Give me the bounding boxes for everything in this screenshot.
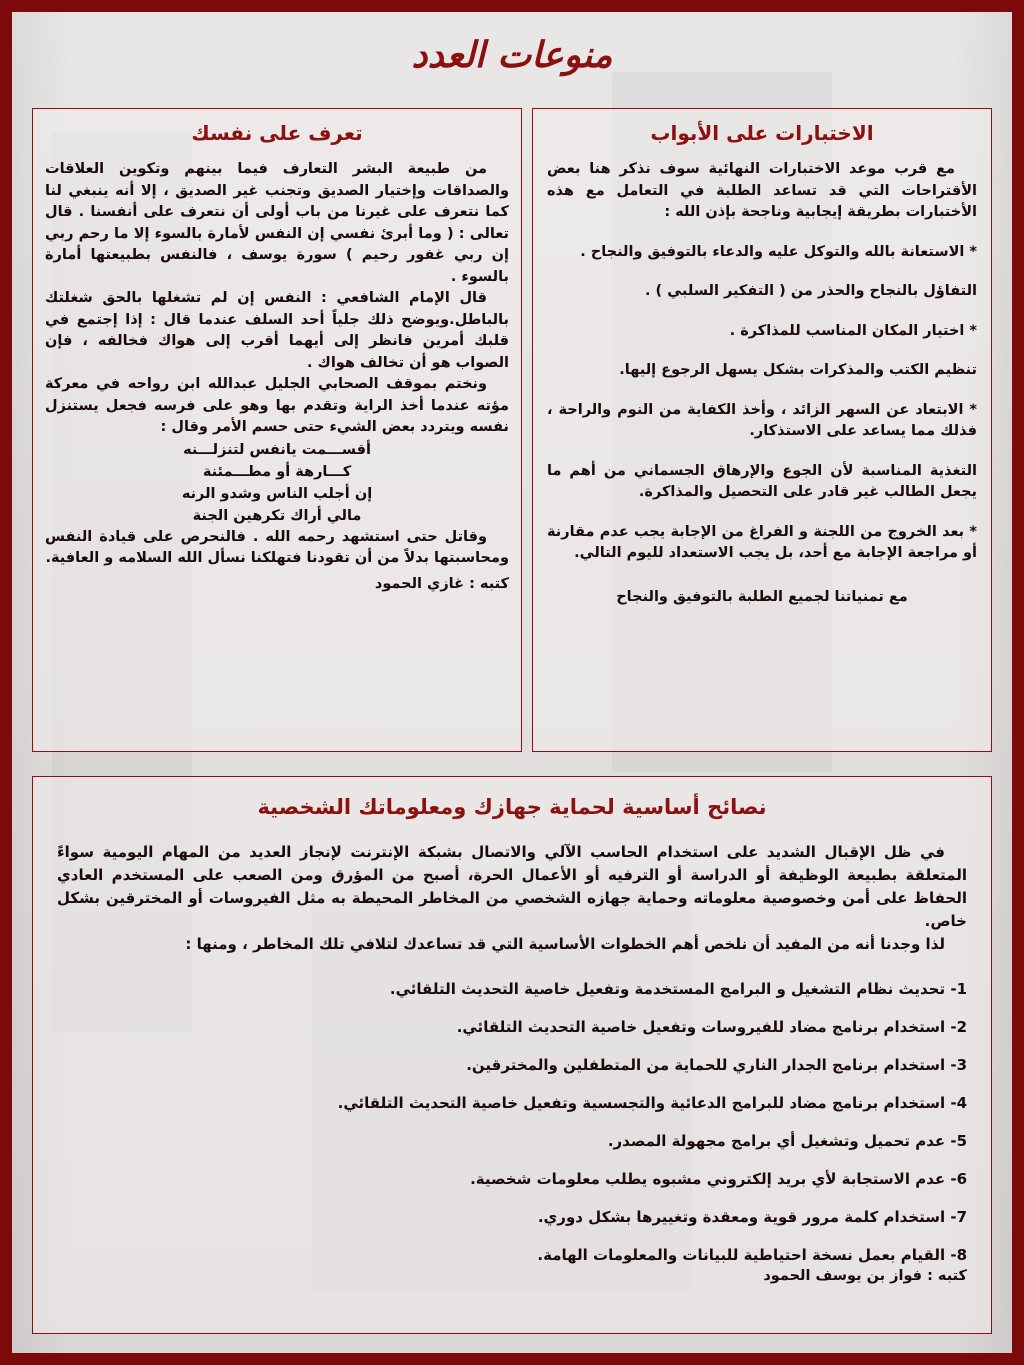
security-intro: في ظل الإقبال الشديد على استخدام الحاسب الآلي والاتصال بشبكة الإنترنت لإنجاز العديد من المهام اليومية سواءً المتعلقة بطبيعة الوظيفة أو الدراسة أو الترفيه أو الأعمال الحرة، أصبح من المؤرق ومن الصعب على المستخدم العادي الحفاظ على أمن وخصوصية معلوماته وحماية جهازه الشخصي من المخاطر المحيطة به مثل الفيروسات أو المخترقين بشكل خاص.: [57, 843, 967, 930]
exams-tip: * اختيار المكان المناسب للمذاكرة .: [729, 322, 977, 339]
poem-line: أقســـمت يانفس لتنزلـــنه: [183, 441, 371, 458]
security-lead: لذا وجدنا أنه من المفيد أن نلخص أهم الخطوات الأساسية التي قد تساعدك لتلافي تلك المخاطر ، ومنها :: [185, 935, 945, 953]
know-yourself-heading: تعرف على نفسك: [191, 121, 363, 145]
article-author: كتبه : غازي الحمود: [374, 575, 509, 592]
security-tip: 6- عدم الاستجابة لأي بريد إلكتروني مشبوه يطلب معلومات شخصية.: [470, 1170, 967, 1188]
know-yourself-box: [32, 108, 522, 752]
poem-line: إن أجلب الناس وشدو الرنه: [181, 485, 373, 502]
security-tip: 2- استخدام برنامج مضاد للفيروسات وتفعيل خاصية التحديث التلقائي.: [456, 1018, 967, 1036]
article-closing: وقاتل حتى استشهد رحمه الله . فالنحرص على قيادة النفس ومحاسبتها بدلاً من أن تقودنا فتهلكنا نسأل الله السلامه و العافية.: [45, 528, 509, 566]
exams-tip: * الاستعانة بالله والتوكل عليه والدعاء بالتوفيق والنجاح .: [580, 243, 977, 260]
security-tip: 1- تحديث نظام التشغيل و البرامج المستخدمة وتفعيل خاصية التحديث التلقائي.: [389, 980, 967, 998]
security-tip: 8- القيام بعمل نسخة احتياطية للبيانات والمعلومات الهامة.: [537, 1246, 967, 1264]
security-tip: 7- استخدام كلمة مرور قوية ومعقدة وتغييرها بشكل دوري.: [537, 1208, 967, 1226]
exams-box: [532, 108, 992, 752]
article-paragraph: ونختم بموقف الصحابي الجليل عبدالله ابن رواحه في معركة مؤته عندما أخذ الراية وتقدم بها وهو على فرسه فجعل يستنزل نفسه ويتردد بعض الشيء حتى حسم الأمر وقال :: [45, 376, 509, 435]
exams-intro: مع قرب موعد الاختبارات النهائية سوف نذكر هنا بعض الأقتراحات التي قد تساعد الطلبة في التعامل مع هذه الأختبارات بطريقة إيجابية وناجحة بإذن الله :: [547, 161, 977, 220]
page: [12, 12, 1012, 1353]
exams-tip: التغذية المناسبة لأن الجوع والإرهاق الجسماني من أهم ما يجعل الطالب غير قادر على التحصيل والمذاكرة.: [547, 462, 977, 500]
security-author: كتبه : فواز بن يوسف الحمود: [763, 1268, 967, 1284]
exams-tip: تنظيم الكتب والمذكرات بشكل يسهل الرجوع إليها.: [619, 362, 977, 378]
exams-tip: التفاؤل بالنجاح والحذر من ( التفكير السلبي ) .: [645, 283, 977, 299]
security-heading: نصائح أساسية لحماية جهازك ومعلوماتك الشخصية: [257, 795, 767, 819]
article-paragraph: من طبيعة البشر التعارف فيما بينهم وتكوين العلاقات والصداقات وإختيار الصديق وتجنب غير الصديق ، إلا أنه ينبغي لنا كما نتعرف على غيرنا من باب أولى أن نتعرف على أنفسنا . قال تعالى : ( وما أبرئ نفسي إن النفس لأمارة بالسوء إلا ما رحم ربي إن ربي غفور رحيم ) سورة يوسف ، فالنفس بطبيعتها أمارة بالسوء .: [45, 161, 509, 285]
article-paragraph: قال الإمام الشافعي : النفس إن لم تشغلها بالحق شغلتك بالباطل.ويوضح ذلك جلياً أحد السلف عندما قال : إذا إجتمع في قلبك أمرين فانظر إلى أيهما أقرب إلى هواك فخالفه ، فإن الصواب هو أن تخالف هواك .: [45, 290, 509, 371]
security-tip: 3- استخدام برنامج الجدار الناري للحماية من المتطفلين والمخترقين.: [466, 1056, 967, 1074]
poem-line: كـــارهة أو مطـــمئنة: [202, 463, 352, 480]
exams-tip: * الابتعاد عن السهر الزائد ، وأخذ الكفاية من النوم والراحة ، فذلك مما يساعد على الاستذكار.: [547, 401, 977, 439]
security-tip: 4- استخدام برنامج مضاد للبرامج الدعائية والتجسسية وتفعيل خاصية التحديث التلقائي.: [337, 1094, 967, 1112]
exams-heading: الاختبارات على الأبواب: [650, 121, 874, 145]
exams-closing: مع تمنياتنا لجميع الطلبة بالتوفيق والنجاح: [616, 588, 908, 605]
security-tips-box: [32, 776, 992, 1334]
security-tip: 5- عدم تحميل وتشغيل أي برامج مجهولة المصدر.: [607, 1132, 967, 1150]
poem-line: مالي أراك تكرهين الجنة: [192, 507, 362, 524]
exams-tip: * بعد الخروج من اللجنة و الفراغ من الإجابة يجب عدم مقارنة أو مراجعة الإجابة مع أحد، بل يجب الاستعداد لليوم التالي.: [547, 523, 977, 561]
page-title: منوعات العدد: [411, 34, 613, 76]
